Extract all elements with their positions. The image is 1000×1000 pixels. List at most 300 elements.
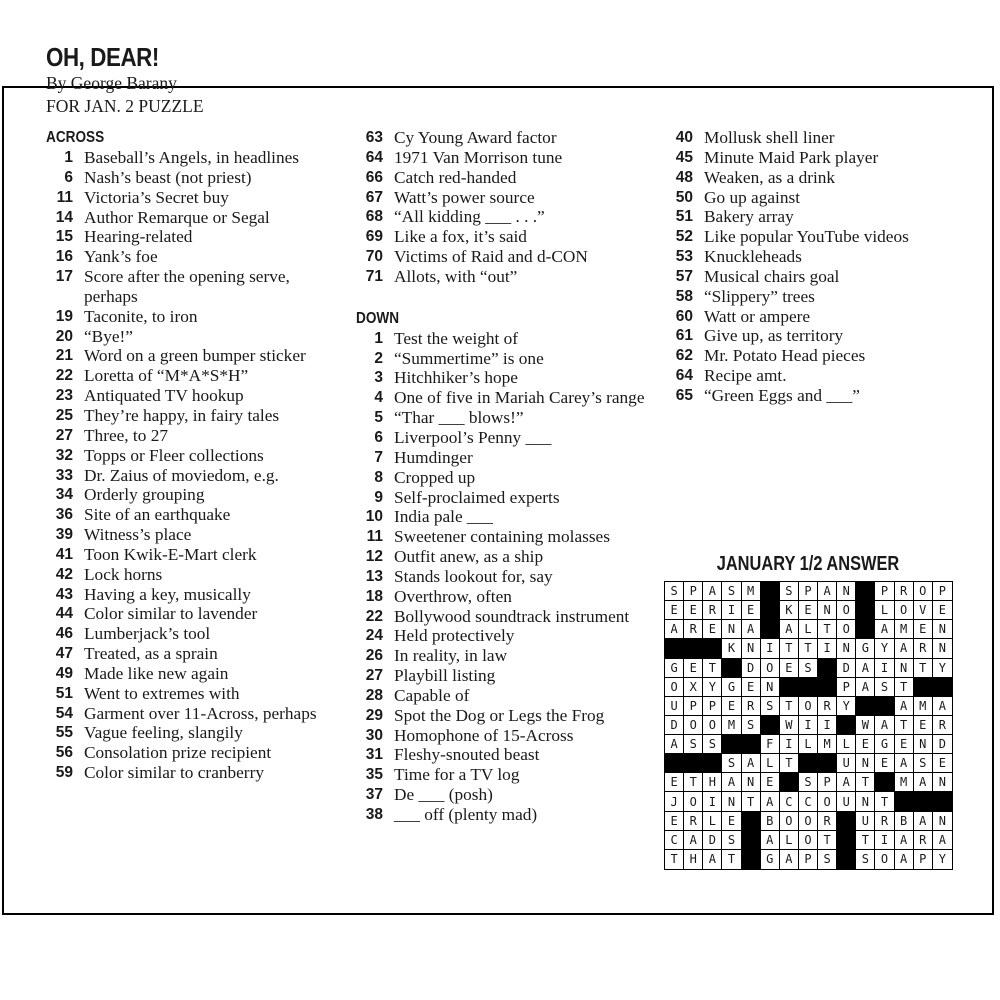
across-clue-17	[46, 267, 346, 307]
clue-number: 46	[55, 625, 73, 643]
clue-text: Went to extremes with	[84, 683, 240, 703]
grid-letter-cell: W	[856, 716, 875, 735]
down-clue-52	[666, 227, 966, 247]
clue-number: 4	[374, 389, 383, 407]
grid-letter-cell: S	[742, 716, 761, 735]
across-clue-list-continued	[356, 128, 646, 287]
clue-number: 22	[55, 367, 73, 385]
across-clue-21	[46, 346, 346, 366]
grid-letter-cell: A	[856, 659, 875, 678]
clue-number: 38	[365, 806, 383, 823]
down-clue-45	[666, 148, 966, 168]
down-clue-6	[356, 428, 646, 448]
grid-letter-cell: T	[742, 792, 761, 811]
across-clue-63	[356, 128, 646, 148]
grid-letter-cell: D	[742, 659, 761, 678]
clue-number: 51	[55, 684, 73, 702]
down-clue-50	[666, 188, 966, 208]
clue-text: Stands lookout for, say	[394, 566, 553, 586]
clue-text: Site of an earthquake	[84, 505, 231, 525]
grid-letter-cell: O	[895, 601, 914, 620]
across-clue-47	[46, 644, 346, 664]
clue-number: 68	[365, 208, 383, 226]
clue-text: “Green Eggs and ___”	[704, 385, 860, 405]
clue-text: India pale ___	[394, 507, 493, 527]
grid-letter-cell: A	[703, 850, 722, 869]
grid-letter-cell: E	[856, 735, 875, 754]
grid-letter-cell: A	[665, 620, 684, 639]
grid-letter-cell: T	[856, 831, 875, 850]
clue-number: 70	[365, 248, 383, 266]
grid-letter-cell: K	[722, 639, 741, 658]
clue-number: 65	[675, 386, 693, 404]
grid-letter-cell: O	[818, 792, 837, 811]
clue-text: Antiquated TV hookup	[84, 386, 244, 406]
grid-letter-cell: L	[875, 601, 894, 620]
clue-text: Dr. Zaius of moviedom, e.g.	[84, 465, 279, 485]
clue-number: 9	[374, 488, 383, 506]
clue-number: 17	[55, 268, 73, 286]
grid-letter-cell: A	[875, 620, 894, 639]
clue-number: 31	[365, 746, 383, 764]
down-clue-60	[666, 307, 966, 327]
grid-letter-cell: W	[780, 716, 799, 735]
clue-number: 57	[675, 267, 693, 285]
grid-letter-cell: E	[875, 754, 894, 773]
down-clue-38	[356, 805, 646, 825]
grid-black-cell	[818, 754, 837, 773]
grid-black-cell	[837, 850, 856, 869]
grid-letter-cell: P	[875, 582, 894, 601]
grid-letter-cell: T	[799, 639, 818, 658]
grid-letter-cell: A	[895, 850, 914, 869]
grid-letter-cell: U	[837, 792, 856, 811]
clue-text: Fleshy-snouted beast	[394, 745, 540, 765]
clue-text: Cropped up	[394, 467, 476, 487]
grid-letter-cell: T	[818, 620, 837, 639]
grid-letter-cell: A	[742, 620, 761, 639]
clue-number: 45	[675, 148, 693, 166]
down-clue-5	[356, 408, 646, 428]
clue-number: 2	[374, 349, 383, 367]
clue-number: 21	[55, 347, 73, 365]
clue-number: 6	[374, 428, 383, 446]
grid-letter-cell: N	[742, 773, 761, 792]
grid-letter-cell: S	[875, 678, 894, 697]
grid-letter-cell: Y	[933, 659, 952, 678]
grid-letter-cell: O	[684, 716, 703, 735]
grid-letter-cell: M	[895, 773, 914, 792]
grid-black-cell	[684, 639, 703, 658]
grid-letter-cell: I	[875, 659, 894, 678]
grid-letter-cell: S	[818, 850, 837, 869]
clue-number: 52	[675, 228, 693, 246]
clue-text: “Thar ___ blows!”	[394, 408, 524, 428]
grid-letter-cell: T	[684, 773, 703, 792]
grid-black-cell	[780, 773, 799, 792]
clue-number: 16	[55, 248, 73, 266]
grid-letter-cell: N	[837, 639, 856, 658]
clue-number: 20	[55, 327, 73, 345]
grid-letter-cell: I	[722, 601, 741, 620]
grid-letter-cell: I	[799, 716, 818, 735]
clue-text: Color similar to cranberry	[84, 763, 264, 783]
down-clue-13	[356, 567, 646, 587]
grid-letter-cell: S	[780, 582, 799, 601]
clue-number: 13	[365, 567, 383, 585]
down-clue-51	[666, 207, 966, 227]
clue-text: Three, to 27	[84, 425, 168, 445]
clue-number: 33	[55, 466, 73, 484]
puzzle-title: OH, DEAR!	[46, 42, 159, 72]
grid-black-cell	[703, 639, 722, 658]
clue-text: “Summertime” is one	[394, 348, 544, 368]
grid-letter-cell: A	[761, 831, 780, 850]
down-clue-10	[356, 507, 646, 527]
down-clue-7	[356, 448, 646, 468]
grid-letter-cell: T	[856, 773, 875, 792]
clue-text: Vague feeling, slangily	[84, 723, 243, 743]
grid-letter-cell: N	[895, 659, 914, 678]
clue-text: Consolation prize recipient	[84, 743, 272, 763]
down-clue-8	[356, 468, 646, 488]
grid-letter-cell: A	[895, 831, 914, 850]
across-clue-71	[356, 267, 646, 287]
clue-text: Topps or Fleer collections	[84, 445, 264, 465]
grid-letter-cell: U	[837, 754, 856, 773]
grid-black-cell	[818, 678, 837, 697]
grid-letter-cell: O	[665, 678, 684, 697]
clue-number: 54	[55, 704, 73, 722]
clue-number: 53	[675, 248, 693, 266]
grid-letter-cell: D	[933, 735, 952, 754]
down-clue-4	[356, 388, 646, 408]
across-clue-27	[46, 426, 346, 446]
grid-letter-cell: E	[914, 716, 933, 735]
grid-black-cell	[914, 678, 933, 697]
across-clue-42	[46, 565, 346, 585]
clue-text: Score after the opening serve, perhaps	[84, 267, 290, 306]
clue-text: 1971 Van Morrison tune	[394, 147, 563, 167]
grid-letter-cell: S	[722, 754, 741, 773]
puzzle-subtitle: FOR JAN. 2 PUZZLE	[46, 96, 204, 116]
clue-number: 37	[365, 786, 383, 804]
grid-letter-cell: O	[914, 582, 933, 601]
down-clue-11	[356, 527, 646, 547]
clue-number: 24	[365, 627, 383, 645]
across-clue-67	[356, 188, 646, 208]
grid-letter-cell: P	[684, 582, 703, 601]
clue-text: Toon Kwik-E-Mart clerk	[84, 544, 257, 564]
grid-letter-cell: G	[856, 639, 875, 658]
clue-number: 58	[675, 287, 693, 305]
grid-letter-cell: O	[799, 812, 818, 831]
grid-black-cell	[914, 792, 933, 811]
grid-letter-cell: E	[665, 773, 684, 792]
clue-text: Minute Maid Park player	[704, 147, 879, 167]
down-clue-9	[356, 488, 646, 508]
grid-black-cell	[837, 716, 856, 735]
grid-letter-cell: S	[761, 697, 780, 716]
clue-text: They’re happy, in fairy tales	[84, 405, 280, 425]
grid-letter-cell: A	[780, 620, 799, 639]
clue-text: Hearing-related	[84, 227, 193, 247]
grid-letter-cell: P	[818, 773, 837, 792]
grid-letter-cell: N	[933, 773, 952, 792]
grid-letter-cell: M	[914, 697, 933, 716]
grid-letter-cell: I	[703, 792, 722, 811]
clue-text: Orderly grouping	[84, 485, 205, 505]
down-clue-26	[356, 646, 646, 666]
clue-text: Knuckleheads	[704, 247, 802, 267]
across-clue-20	[46, 327, 346, 347]
clue-text: Musical chairs goal	[704, 266, 840, 286]
grid-black-cell	[856, 697, 875, 716]
clue-number: 51	[675, 208, 693, 226]
clue-number: 48	[675, 168, 693, 186]
grid-letter-cell: R	[875, 812, 894, 831]
down-clue-31	[356, 745, 646, 765]
grid-letter-cell: E	[665, 601, 684, 620]
grid-black-cell	[875, 773, 894, 792]
down-clue-35	[356, 765, 646, 785]
down-clue-61	[666, 326, 966, 346]
across-clue-14	[46, 208, 346, 228]
across-clue-55	[46, 723, 346, 743]
grid-letter-cell: M	[722, 716, 741, 735]
across-clue-64	[356, 148, 646, 168]
down-clue-57	[666, 267, 966, 287]
grid-letter-cell: O	[837, 601, 856, 620]
clue-text: Color similar to lavender	[84, 604, 258, 624]
grid-letter-cell: T	[722, 850, 741, 869]
grid-letter-cell: P	[837, 678, 856, 697]
grid-letter-cell: O	[761, 659, 780, 678]
answer-grid	[664, 581, 953, 870]
grid-letter-cell: E	[780, 659, 799, 678]
grid-letter-cell: N	[933, 812, 952, 831]
clue-text: Outfit anew, as a ship	[394, 547, 544, 567]
grid-black-cell	[875, 697, 894, 716]
grid-letter-cell: N	[837, 582, 856, 601]
grid-letter-cell: M	[818, 735, 837, 754]
down-clue-29	[356, 706, 646, 726]
grid-letter-cell: A	[742, 754, 761, 773]
grid-letter-cell: G	[875, 735, 894, 754]
across-clue-34	[46, 485, 346, 505]
grid-letter-cell: T	[914, 659, 933, 678]
clue-text: Mollusk shell liner	[704, 128, 835, 147]
grid-letter-cell: V	[914, 601, 933, 620]
clue-text: De ___ (posh)	[394, 785, 493, 805]
grid-letter-cell: E	[914, 620, 933, 639]
grid-letter-cell: I	[818, 639, 837, 658]
clue-number: 12	[365, 548, 383, 566]
clue-text: Overthrow, often	[394, 586, 512, 606]
down-clue-62	[666, 346, 966, 366]
grid-letter-cell: K	[780, 601, 799, 620]
clue-number: 55	[55, 724, 73, 742]
grid-letter-cell: O	[799, 831, 818, 850]
clue-number: 67	[365, 188, 383, 206]
clue-text: Mr. Potato Head pieces	[704, 346, 866, 366]
grid-black-cell	[703, 754, 722, 773]
clue-text: Yank’s foe	[84, 247, 158, 267]
clue-number: 1	[64, 149, 73, 166]
down-clue-12	[356, 547, 646, 567]
grid-letter-cell: Y	[837, 697, 856, 716]
clue-number: 11	[56, 188, 73, 206]
grid-letter-cell: O	[780, 812, 799, 831]
down-clue-2	[356, 349, 646, 369]
clue-text: Cy Young Award factor	[394, 128, 557, 147]
clue-text: Taconite, to iron	[84, 306, 198, 326]
grid-letter-cell: P	[933, 582, 952, 601]
clue-text: Word on a green bumper sticker	[84, 346, 306, 366]
grid-letter-cell: N	[856, 754, 875, 773]
grid-letter-cell: S	[703, 735, 722, 754]
across-clue-68	[356, 207, 646, 227]
grid-letter-cell: J	[665, 792, 684, 811]
grid-black-cell	[818, 659, 837, 678]
clue-number: 64	[365, 148, 383, 166]
grid-letter-cell: N	[761, 678, 780, 697]
down-clue-1	[356, 329, 646, 349]
across-clue-66	[356, 168, 646, 188]
grid-black-cell	[761, 716, 780, 735]
clue-number: 18	[365, 587, 383, 605]
across-clue-70	[356, 247, 646, 267]
clue-text: Capable of	[394, 685, 470, 705]
down-clue-58	[666, 287, 966, 307]
grid-letter-cell: G	[761, 850, 780, 869]
grid-letter-cell: A	[780, 850, 799, 869]
grid-letter-cell: C	[780, 792, 799, 811]
across-clue-51	[46, 684, 346, 704]
grid-letter-cell: A	[875, 716, 894, 735]
grid-letter-cell: R	[703, 601, 722, 620]
grid-letter-cell: S	[722, 831, 741, 850]
grid-letter-cell: R	[895, 582, 914, 601]
across-clue-1	[46, 148, 346, 168]
down-heading: DOWN	[356, 309, 400, 327]
grid-letter-cell: L	[761, 754, 780, 773]
clue-number: 47	[55, 645, 73, 663]
clue-text: “Slippery” trees	[704, 286, 815, 306]
grid-letter-cell: L	[799, 620, 818, 639]
across-clue-33	[46, 466, 346, 486]
clue-text: Homophone of 15-Across	[394, 725, 574, 745]
grid-letter-cell: E	[722, 812, 741, 831]
clue-number: 43	[55, 585, 73, 603]
clue-number: 64	[675, 367, 693, 385]
grid-letter-cell: E	[799, 601, 818, 620]
column-3	[666, 128, 966, 406]
grid-letter-cell: R	[933, 716, 952, 735]
clue-number: 14	[55, 208, 73, 226]
clue-text: Sweetener containing molasses	[394, 527, 610, 547]
grid-letter-cell: H	[703, 773, 722, 792]
clue-text: Nash’s beast (not priest)	[84, 167, 252, 187]
grid-letter-cell: N	[933, 620, 952, 639]
grid-letter-cell: U	[856, 812, 875, 831]
grid-letter-cell: S	[722, 582, 741, 601]
grid-letter-cell: X	[684, 678, 703, 697]
clue-text: Watt or ampere	[704, 306, 811, 326]
grid-black-cell	[856, 582, 875, 601]
clue-text: Witness’s place	[84, 525, 192, 545]
down-clue-53	[666, 247, 966, 267]
clue-text: Like a fox, it’s said	[394, 227, 527, 247]
across-heading: ACROSS	[46, 129, 105, 146]
clue-text: ___ off (plenty mad)	[394, 805, 538, 824]
grid-letter-cell: A	[914, 773, 933, 792]
down-clue-37	[356, 785, 646, 805]
grid-letter-cell: E	[722, 697, 741, 716]
down-clue-list-continued	[666, 128, 966, 406]
grid-letter-cell: S	[799, 773, 818, 792]
clue-number: 41	[55, 545, 73, 563]
grid-black-cell	[742, 831, 761, 850]
grid-letter-cell: S	[799, 659, 818, 678]
grid-black-cell	[856, 620, 875, 639]
grid-letter-cell: A	[722, 773, 741, 792]
grid-letter-cell: A	[895, 639, 914, 658]
across-clue-54	[46, 704, 346, 724]
grid-letter-cell: O	[837, 620, 856, 639]
clue-text: Catch red-handed	[394, 167, 517, 187]
clue-text: Author Remarque or Segal	[84, 207, 270, 227]
down-clue-48	[666, 168, 966, 188]
grid-letter-cell: R	[818, 697, 837, 716]
grid-letter-cell: E	[742, 678, 761, 697]
grid-letter-cell: I	[875, 831, 894, 850]
grid-letter-cell: E	[761, 773, 780, 792]
grid-black-cell	[742, 735, 761, 754]
grid-letter-cell: T	[780, 639, 799, 658]
across-clue-59	[46, 763, 346, 783]
clue-text: Treated, as a sprain	[84, 644, 218, 664]
across-clue-43	[46, 585, 346, 605]
grid-letter-cell: E	[665, 812, 684, 831]
down-clue-64	[666, 366, 966, 386]
grid-letter-cell: D	[703, 831, 722, 850]
grid-letter-cell: O	[703, 716, 722, 735]
clue-text: Allots, with “out”	[394, 266, 518, 286]
across-clue-11	[46, 188, 346, 208]
grid-letter-cell: T	[703, 659, 722, 678]
grid-letter-cell: P	[703, 697, 722, 716]
clue-number: 39	[55, 526, 73, 544]
clue-number: 59	[55, 764, 73, 782]
across-clue-49	[46, 664, 346, 684]
grid-letter-cell: B	[761, 812, 780, 831]
down-clue-65	[666, 386, 966, 406]
across-clue-41	[46, 545, 346, 565]
grid-letter-cell: L	[703, 812, 722, 831]
grid-letter-cell: A	[933, 831, 952, 850]
grid-black-cell	[761, 601, 780, 620]
grid-black-cell	[799, 678, 818, 697]
grid-black-cell	[665, 754, 684, 773]
grid-letter-cell: E	[684, 659, 703, 678]
grid-black-cell	[742, 850, 761, 869]
clue-number: 50	[675, 188, 693, 206]
grid-letter-cell: P	[914, 850, 933, 869]
grid-letter-cell: R	[818, 812, 837, 831]
grid-letter-cell: Y	[938, 852, 947, 867]
grid-letter-cell: I	[761, 639, 780, 658]
